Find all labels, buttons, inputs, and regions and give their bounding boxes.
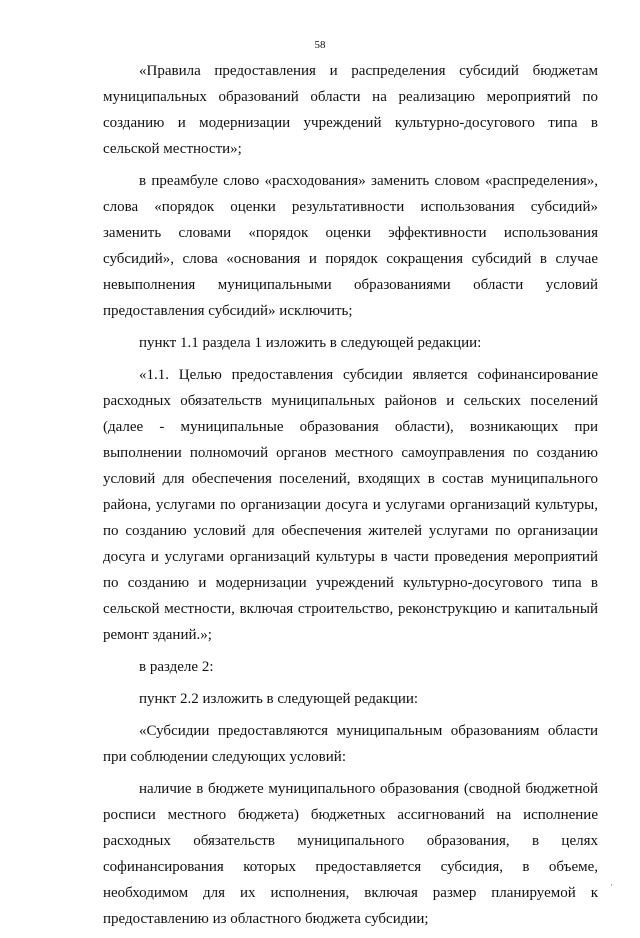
paragraph-clause-1-1-intro: пункт 1.1 раздела 1 изложить в следующей редакции:	[139, 335, 482, 351]
document-body	[103, 58, 598, 938]
page-number: 58	[314, 39, 326, 51]
paragraph-clause-1-1-text: «1.1. Целью предоставления субсидии является софинансирование расходных обязательств муниципальных районов и сельских поселений (далее - муниципальные образования области), возникающих при выполнении полномочий органов местного самоуправления по созданию условий для обеспечения поселений, входящих в состав муниципального района, услугами по организации досуга и услугами организаций культуры, по созданию условий для обеспечения жителей услугами по организации досуга и услугами организаций культуры в части проведения мероприятий по созданию и модернизации учреждений культурно-досугового типа в сельской местности, включая строительство, реконструкцию и капитальный ремонт зданий.»;	[103, 367, 598, 643]
margin-mark: ·	[610, 880, 613, 890]
paragraph-section-2: в разделе 2:	[139, 659, 214, 675]
paragraph-conditions-intro: «Субсидии предоставляются муниципальным образованиям области при соблюдении следующих условий:	[103, 723, 598, 765]
paragraph-condition-budget: наличие в бюджете муниципального образования (сводной бюджетной росписи местного бюджета) бюджетных ассигнований на исполнение расходных обязательств муниципального образования, в целях софинансирования которых предоставляется субсидия, в объеме, необходимом для их исполнения, включая размер планируемой к предоставлению из областного бюджета субсидии;	[103, 781, 598, 927]
paragraph-clause-2-2-intro: пункт 2.2 изложить в следующей редакции:	[139, 691, 419, 707]
paragraph-preamble-changes: в преамбуле слово «расходования» заменить словом «распределения», слова «порядок оценки результативности использования субсидий» заменить словами «порядок оценки эффективности использования субсидий», слова «основания и порядок сокращения субсидий в случае невыполнения муниципальными образованиями области условий предоставления субсидий» исключить;	[103, 173, 598, 319]
paragraph-rules-title: «Правила предоставления и распределения субсидий бюджетам муниципальных образований области на реализацию мероприятий по созданию и модернизации учреждений культурно-досугового типа в сельской местности»;	[103, 63, 598, 157]
